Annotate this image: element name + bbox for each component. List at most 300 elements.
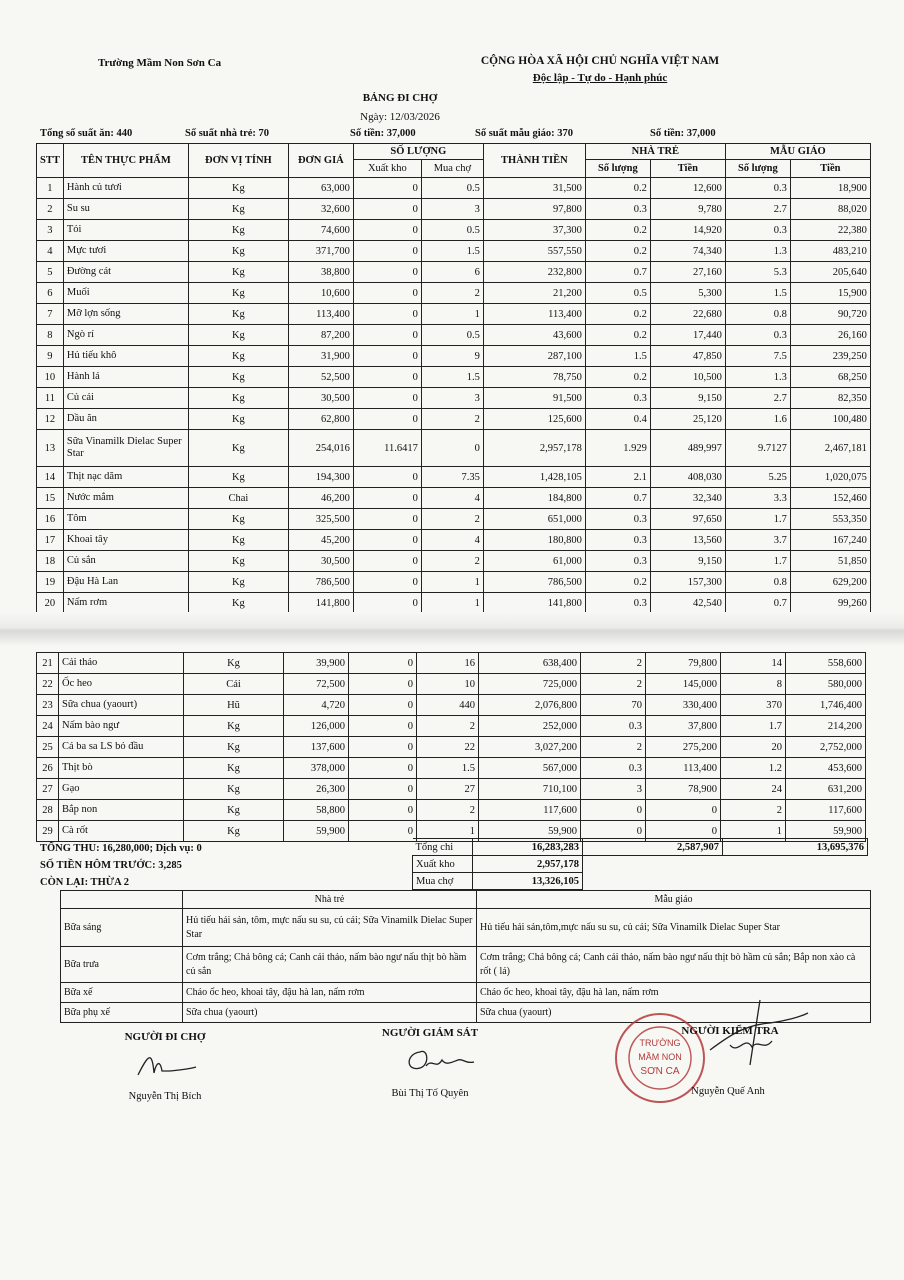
table-cell: 0 bbox=[353, 530, 421, 551]
table-row bbox=[37, 737, 866, 758]
table-cell: 58,800 bbox=[284, 800, 349, 821]
table-cell: 0.8 bbox=[725, 304, 790, 325]
table-cell: 205,640 bbox=[790, 262, 870, 283]
meal-nt: Hủ tiếu hải sản, tôm, mực nấu su su, củ cải; Sữa Vinamilk Dielac Super Star bbox=[183, 909, 477, 947]
supervisor-signature bbox=[400, 1040, 480, 1080]
table-cell: 27 bbox=[417, 779, 479, 800]
table-cell: 10 bbox=[417, 674, 479, 695]
table-cell: Kg bbox=[188, 178, 288, 199]
table-cell: 651,000 bbox=[483, 509, 585, 530]
table-cell: 5.3 bbox=[725, 262, 790, 283]
table-cell: Kg bbox=[184, 653, 284, 674]
table-cell: 9.7127 bbox=[725, 430, 790, 467]
table-cell: 12,600 bbox=[650, 178, 725, 199]
table-cell: 0 bbox=[353, 178, 421, 199]
table-cell: 0 bbox=[353, 283, 421, 304]
table-cell: 0 bbox=[646, 800, 721, 821]
table-cell: 287,100 bbox=[483, 346, 585, 367]
shopping-table-part2 bbox=[36, 652, 866, 842]
mg-money: Số tiền: 37,000 bbox=[650, 128, 716, 139]
nt-money: Số tiền: 37,000 bbox=[350, 128, 416, 139]
table-cell: 214,200 bbox=[786, 716, 866, 737]
table-cell: 1.7 bbox=[721, 716, 786, 737]
table-cell: 20 bbox=[721, 737, 786, 758]
table-cell: 3 bbox=[581, 779, 646, 800]
table-cell: 10,500 bbox=[650, 367, 725, 388]
table-row bbox=[37, 800, 866, 821]
table-cell: 32,340 bbox=[650, 488, 725, 509]
table-cell: 0 bbox=[421, 430, 483, 467]
table-cell: 252,000 bbox=[479, 716, 581, 737]
tong-chi-value: 16,283,283 bbox=[473, 839, 583, 856]
table-cell: 97,650 bbox=[650, 509, 725, 530]
col-stock: Xuất kho bbox=[353, 160, 421, 178]
table-cell: Kg bbox=[184, 800, 284, 821]
table-row bbox=[37, 758, 866, 779]
table-cell: 2,957,178 bbox=[483, 430, 585, 467]
table-cell: 725,000 bbox=[479, 674, 581, 695]
table-cell: 87,200 bbox=[288, 325, 353, 346]
meal-nt: Cơm trắng; Chả bông cá; Canh cải thảo, nấm bào ngư nấu thịt bò hầm củ sắn bbox=[183, 947, 477, 983]
table-cell: 0.2 bbox=[585, 304, 650, 325]
table-cell: Kg bbox=[188, 346, 288, 367]
table-cell: 0 bbox=[353, 220, 421, 241]
table-cell: 26,160 bbox=[790, 325, 870, 346]
table-row bbox=[37, 325, 871, 346]
table-cell: 489,997 bbox=[650, 430, 725, 467]
meal-label: Bữa sáng bbox=[61, 909, 183, 947]
table-row bbox=[37, 346, 871, 367]
table-cell: 3.3 bbox=[725, 488, 790, 509]
table-cell: 0 bbox=[353, 467, 421, 488]
table-row bbox=[37, 509, 871, 530]
meals-nt-header: Nhà trẻ bbox=[183, 891, 477, 909]
table-cell: Củ sắn bbox=[63, 551, 188, 572]
table-cell: 239,250 bbox=[790, 346, 870, 367]
table-cell: 5,300 bbox=[650, 283, 725, 304]
table-cell: 0.2 bbox=[585, 325, 650, 346]
table-row bbox=[37, 199, 871, 220]
table-cell: 2 bbox=[581, 674, 646, 695]
table-cell: Kg bbox=[188, 409, 288, 430]
table-cell: 4,720 bbox=[284, 695, 349, 716]
table-cell: Thịt nạc dăm bbox=[63, 467, 188, 488]
table-cell: Cà rốt bbox=[59, 821, 184, 842]
table-cell: Hũ bbox=[184, 695, 284, 716]
table-cell: Củ cải bbox=[63, 388, 188, 409]
table-cell: 1 bbox=[421, 572, 483, 593]
table-cell: Cải thảo bbox=[59, 653, 184, 674]
table-cell: 0.3 bbox=[725, 178, 790, 199]
table-cell: 24 bbox=[721, 779, 786, 800]
table-cell: 0 bbox=[349, 674, 417, 695]
table-cell: Muối bbox=[63, 283, 188, 304]
table-cell: Kg bbox=[188, 262, 288, 283]
table-cell: 8 bbox=[721, 674, 786, 695]
table-cell: Cái bbox=[184, 674, 284, 695]
table-cell: 38,800 bbox=[288, 262, 353, 283]
table-cell: 2 bbox=[421, 409, 483, 430]
table-cell: 408,030 bbox=[650, 467, 725, 488]
table-cell: 78,900 bbox=[646, 779, 721, 800]
table-cell: 19 bbox=[37, 572, 64, 593]
table-cell: 638,400 bbox=[479, 653, 581, 674]
table-cell: 13,560 bbox=[650, 530, 725, 551]
table-cell: 2 bbox=[581, 737, 646, 758]
table-cell: 2 bbox=[37, 199, 64, 220]
col-stt: STT bbox=[37, 144, 64, 178]
table-cell: 9,150 bbox=[650, 551, 725, 572]
table-cell: 180,800 bbox=[483, 530, 585, 551]
table-row bbox=[37, 241, 871, 262]
table-cell: 2,467,181 bbox=[790, 430, 870, 467]
table-cell: 0.5 bbox=[421, 325, 483, 346]
table-cell: 8 bbox=[37, 325, 64, 346]
table-cell: 1.3 bbox=[725, 367, 790, 388]
col-mg: MẪU GIÁO bbox=[725, 144, 870, 160]
table-cell: 113,400 bbox=[288, 304, 353, 325]
table-cell: Kg bbox=[184, 821, 284, 842]
tong-chi-nt: 2,587,907 bbox=[583, 839, 723, 856]
table-cell: 59,900 bbox=[786, 821, 866, 842]
table-cell: 0 bbox=[353, 367, 421, 388]
supervisor-name: Bùi Thị Tố Quyên bbox=[391, 1088, 469, 1099]
table-row bbox=[37, 467, 871, 488]
table-cell: Nấm rơm bbox=[63, 593, 188, 614]
table-row bbox=[37, 283, 871, 304]
table-cell: 37,800 bbox=[646, 716, 721, 737]
meal-nt: Sữa chua (yaourt) bbox=[183, 1003, 477, 1023]
table-row bbox=[37, 367, 871, 388]
table-cell: 0 bbox=[353, 304, 421, 325]
table-cell: 1,020,075 bbox=[790, 467, 870, 488]
table-cell: Kg bbox=[188, 388, 288, 409]
table-cell: Khoai tây bbox=[63, 530, 188, 551]
table-row bbox=[37, 178, 871, 199]
col-buy: Mua chợ bbox=[421, 160, 483, 178]
table-row bbox=[37, 695, 866, 716]
table-cell: 2 bbox=[721, 800, 786, 821]
table-cell: 78,750 bbox=[483, 367, 585, 388]
table-cell: 99,260 bbox=[790, 593, 870, 614]
table-cell: 1.5 bbox=[725, 283, 790, 304]
table-cell: 0 bbox=[349, 821, 417, 842]
table-cell: Thịt bò bbox=[59, 758, 184, 779]
table-cell: 567,000 bbox=[479, 758, 581, 779]
table-cell: 91,500 bbox=[483, 388, 585, 409]
table-cell: 5.25 bbox=[725, 467, 790, 488]
table-cell: 1,746,400 bbox=[786, 695, 866, 716]
buyer-name: Nguyễn Thị Bích bbox=[128, 1091, 202, 1102]
table-cell: 90,720 bbox=[790, 304, 870, 325]
table-cell: 0.3 bbox=[585, 530, 650, 551]
table-cell: 30,500 bbox=[288, 551, 353, 572]
motto: Độc lập - Tự do - Hạnh phúc bbox=[532, 72, 668, 84]
table-cell: 557,550 bbox=[483, 241, 585, 262]
table-cell: 4 bbox=[37, 241, 64, 262]
table-row bbox=[37, 220, 871, 241]
meal-mg: Cơm trắng; Chả bông cá; Canh cải thảo, nấm bào ngư nấu thịt bò hầm củ sắn; Bắp non xào cà rốt ( lá) bbox=[477, 947, 871, 983]
table-cell: 46,200 bbox=[288, 488, 353, 509]
table-cell: 30,500 bbox=[288, 388, 353, 409]
table-cell: 113,400 bbox=[483, 304, 585, 325]
table-cell: Kg bbox=[184, 716, 284, 737]
table-cell: 0 bbox=[581, 821, 646, 842]
table-cell: 13 bbox=[37, 430, 64, 467]
table-cell: 0.7 bbox=[585, 488, 650, 509]
table-cell: 0 bbox=[349, 758, 417, 779]
meal-nt: Cháo ốc heo, khoai tây, đậu hà lan, nấm rơm bbox=[183, 983, 477, 1003]
col-unit: ĐƠN VỊ TÍNH bbox=[188, 144, 288, 178]
table-cell: Ngò rí bbox=[63, 325, 188, 346]
table-cell: 1 bbox=[417, 821, 479, 842]
col-price: ĐƠN GIÁ bbox=[288, 144, 353, 178]
table-cell: 232,800 bbox=[483, 262, 585, 283]
table-cell: 0 bbox=[353, 241, 421, 262]
table-cell: Nước mắm bbox=[63, 488, 188, 509]
table-cell: 5 bbox=[37, 262, 64, 283]
table-cell: Tỏi bbox=[63, 220, 188, 241]
document-title: BẢNG ĐI CHỢ bbox=[362, 92, 438, 104]
table-row bbox=[37, 716, 866, 737]
table-cell: 1.3 bbox=[725, 241, 790, 262]
table-cell: 453,600 bbox=[786, 758, 866, 779]
table-cell: 74,340 bbox=[650, 241, 725, 262]
table-cell: 194,300 bbox=[288, 467, 353, 488]
table-cell: 4 bbox=[421, 488, 483, 509]
table-cell: 45,200 bbox=[288, 530, 353, 551]
table-cell: 0.7 bbox=[585, 262, 650, 283]
table-cell: Kg bbox=[188, 241, 288, 262]
table-cell: Dầu ăn bbox=[63, 409, 188, 430]
table-cell: 28 bbox=[37, 800, 59, 821]
table-cell: 59,900 bbox=[284, 821, 349, 842]
table-cell: 0.2 bbox=[585, 178, 650, 199]
col-name: TÊN THỰC PHẨM bbox=[63, 144, 188, 178]
meal-mg: Hủ tiếu hải sản,tôm,mực nấu su su, củ cải; Sữa Vinamilk Dielac Super Star bbox=[477, 909, 871, 947]
table-cell: 0.5 bbox=[421, 178, 483, 199]
table-cell: 27,160 bbox=[650, 262, 725, 283]
table-cell: 74,600 bbox=[288, 220, 353, 241]
table-cell: Cá ba sa LS bỏ đầu bbox=[59, 737, 184, 758]
buyer-signature bbox=[130, 1045, 200, 1085]
table-cell: 2.7 bbox=[725, 388, 790, 409]
table-cell: 1.5 bbox=[585, 346, 650, 367]
table-cell: 3 bbox=[421, 388, 483, 409]
table-cell: 17 bbox=[37, 530, 64, 551]
table-cell: Kg bbox=[188, 593, 288, 614]
table-cell: 2 bbox=[581, 653, 646, 674]
table-cell: 0 bbox=[349, 716, 417, 737]
table-row bbox=[37, 674, 866, 695]
table-cell: 553,350 bbox=[790, 509, 870, 530]
table-cell: 0 bbox=[353, 593, 421, 614]
table-row bbox=[37, 488, 871, 509]
table-cell: 23 bbox=[37, 695, 59, 716]
table-row bbox=[37, 779, 866, 800]
table-cell: 141,800 bbox=[483, 593, 585, 614]
table-cell: 2 bbox=[421, 551, 483, 572]
table-cell: 26,300 bbox=[284, 779, 349, 800]
table-cell: 6 bbox=[37, 283, 64, 304]
table-cell: 786,500 bbox=[483, 572, 585, 593]
table-row bbox=[37, 653, 866, 674]
table-cell: 0 bbox=[353, 325, 421, 346]
total-meals: Tổng số suất ăn: 440 bbox=[40, 128, 133, 139]
page-fold-shadow bbox=[0, 612, 904, 646]
table-cell: 0.4 bbox=[585, 409, 650, 430]
table-cell: 126,000 bbox=[284, 716, 349, 737]
table-cell: 275,200 bbox=[646, 737, 721, 758]
table-cell: 0.5 bbox=[585, 283, 650, 304]
table-cell: Sữa Vinamilk Dielac Super Star bbox=[63, 430, 188, 467]
table-cell: Mỡ lợn sống bbox=[63, 304, 188, 325]
table-cell: 254,016 bbox=[288, 430, 353, 467]
table-cell: 2 bbox=[417, 800, 479, 821]
table-cell: 137,600 bbox=[284, 737, 349, 758]
table-cell: 2 bbox=[421, 509, 483, 530]
table-cell: 100,480 bbox=[790, 409, 870, 430]
table-cell: 79,800 bbox=[646, 653, 721, 674]
table-cell: 629,200 bbox=[790, 572, 870, 593]
table-cell: Hủ tiếu khô bbox=[63, 346, 188, 367]
table-cell: 0 bbox=[349, 695, 417, 716]
table-cell: 1.6 bbox=[725, 409, 790, 430]
col-nt-qty: Số lượng bbox=[585, 160, 650, 178]
table-cell: 2 bbox=[417, 716, 479, 737]
table-cell: 15 bbox=[37, 488, 64, 509]
table-cell: 0 bbox=[349, 737, 417, 758]
table-cell: Kg bbox=[188, 283, 288, 304]
school-name: Trường Mầm Non Sơn Ca bbox=[98, 57, 222, 69]
table-cell: 22,680 bbox=[650, 304, 725, 325]
table-cell: 43,600 bbox=[483, 325, 585, 346]
table-cell: Kg bbox=[188, 199, 288, 220]
table-cell: 141,800 bbox=[288, 593, 353, 614]
table-cell: 2 bbox=[421, 283, 483, 304]
table-cell: Sữa chua (yaourt) bbox=[59, 695, 184, 716]
table-cell: 62,800 bbox=[288, 409, 353, 430]
table-cell: 11.6417 bbox=[353, 430, 421, 467]
table-cell: 3,027,200 bbox=[479, 737, 581, 758]
table-cell: 1.5 bbox=[421, 241, 483, 262]
table-cell: 47,850 bbox=[650, 346, 725, 367]
checker-title: NGƯỜI KIỂM TRA bbox=[681, 1025, 779, 1037]
table-cell: 29 bbox=[37, 821, 59, 842]
table-row bbox=[37, 388, 871, 409]
table-cell: 1,428,105 bbox=[483, 467, 585, 488]
table-cell: 3 bbox=[421, 199, 483, 220]
table-cell: 1.5 bbox=[417, 758, 479, 779]
table-cell: 0 bbox=[353, 572, 421, 593]
table-cell: 88,020 bbox=[790, 199, 870, 220]
table-cell: 0.3 bbox=[585, 388, 650, 409]
table-cell: 1.7 bbox=[725, 509, 790, 530]
table-cell: 18,900 bbox=[790, 178, 870, 199]
table-cell: 22,380 bbox=[790, 220, 870, 241]
table-cell: 15,900 bbox=[790, 283, 870, 304]
table-cell: 113,400 bbox=[646, 758, 721, 779]
table-cell: Ốc heo bbox=[59, 674, 184, 695]
table-cell: 26 bbox=[37, 758, 59, 779]
table-cell: 3 bbox=[37, 220, 64, 241]
table-cell: 0 bbox=[353, 346, 421, 367]
table-cell: 0 bbox=[353, 262, 421, 283]
mg-meals: Số suất mẫu giáo: 370 bbox=[475, 128, 574, 139]
meal-mg: Cháo ốc heo, khoai tây, đậu hà lan, nấm rơm bbox=[477, 983, 871, 1003]
table-row bbox=[37, 572, 871, 593]
table-cell: 9 bbox=[37, 346, 64, 367]
table-cell: 483,210 bbox=[790, 241, 870, 262]
table-cell: 117,600 bbox=[479, 800, 581, 821]
table-cell: 0.2 bbox=[585, 572, 650, 593]
table-cell: 7 bbox=[37, 304, 64, 325]
table-cell: Hành củ tươi bbox=[63, 178, 188, 199]
table-cell: 1 bbox=[37, 178, 64, 199]
table-cell: 2.7 bbox=[725, 199, 790, 220]
table-cell: 0 bbox=[353, 409, 421, 430]
table-cell: Kg bbox=[188, 367, 288, 388]
table-cell: Kg bbox=[184, 737, 284, 758]
col-mg-qty: Số lượng bbox=[725, 160, 790, 178]
col-total: THÀNH TIỀN bbox=[483, 144, 585, 178]
table-cell: 1 bbox=[421, 304, 483, 325]
table-cell: 330,400 bbox=[646, 695, 721, 716]
table-cell: 16 bbox=[417, 653, 479, 674]
table-cell: 558,600 bbox=[786, 653, 866, 674]
table-cell: Kg bbox=[188, 220, 288, 241]
table-cell: Tôm bbox=[63, 509, 188, 530]
table-cell: Nấm bào ngư bbox=[59, 716, 184, 737]
table-row bbox=[37, 530, 871, 551]
table-cell: 10,600 bbox=[288, 283, 353, 304]
table-cell: 21,200 bbox=[483, 283, 585, 304]
table-cell: 82,350 bbox=[790, 388, 870, 409]
table-cell: 0 bbox=[353, 199, 421, 220]
table-cell: 32,600 bbox=[288, 199, 353, 220]
table-cell: 4 bbox=[421, 530, 483, 551]
meal-mg: Sữa chua (yaourt) bbox=[477, 1003, 871, 1023]
table-cell: 7.35 bbox=[421, 467, 483, 488]
table-cell: 0.3 bbox=[725, 220, 790, 241]
table-cell: 97,800 bbox=[483, 199, 585, 220]
table-cell: 51,850 bbox=[790, 551, 870, 572]
table-cell: 7.5 bbox=[725, 346, 790, 367]
table-cell: 37,300 bbox=[483, 220, 585, 241]
table-cell: 440 bbox=[417, 695, 479, 716]
tong-chi-mg: 13,695,376 bbox=[723, 839, 868, 856]
meal-label: Bữa phụ xế bbox=[61, 1003, 183, 1023]
table-cell: 371,700 bbox=[288, 241, 353, 262]
table-cell: 42,540 bbox=[650, 593, 725, 614]
table-cell: Su su bbox=[63, 199, 188, 220]
table-row bbox=[37, 409, 871, 430]
table-cell: 0 bbox=[349, 800, 417, 821]
table-cell: Mực tươi bbox=[63, 241, 188, 262]
table-cell: 167,240 bbox=[790, 530, 870, 551]
checker-signature bbox=[690, 995, 810, 1075]
table-cell: 59,900 bbox=[479, 821, 581, 842]
table-cell: 125,600 bbox=[483, 409, 585, 430]
xuat-kho-label: Xuất kho bbox=[413, 856, 473, 873]
con-lai: CÒN LẠI: THỪA 2 bbox=[40, 877, 129, 888]
table-cell: Bắp non bbox=[59, 800, 184, 821]
table-cell: 710,100 bbox=[479, 779, 581, 800]
nt-meals: Số suất nhà trẻ: 70 bbox=[185, 128, 270, 139]
supervisor-title: NGƯỜI GIÁM SÁT bbox=[381, 1027, 479, 1039]
table-cell: 786,500 bbox=[288, 572, 353, 593]
table-cell: 21 bbox=[37, 653, 59, 674]
